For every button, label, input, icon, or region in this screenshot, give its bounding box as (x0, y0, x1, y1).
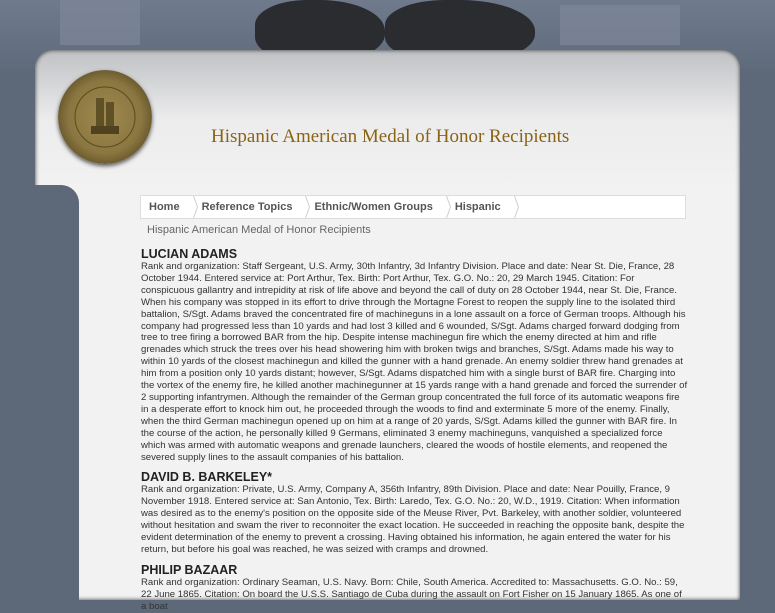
breadcrumb-ethnic-women-groups[interactable]: Ethnic/Women Groups (306, 196, 442, 218)
camo-patch (60, 0, 140, 45)
recipient-entry (141, 564, 689, 613)
breadcrumb-home[interactable]: Home (141, 196, 190, 218)
recipient-name: DAVID B. BARKELEY* (141, 470, 273, 485)
recipient-name: LUCIAN ADAMS (141, 247, 238, 261)
recipient-entry (141, 248, 689, 463)
recipient-citation: Rank and organization: Ordinary Seaman, U.S. Navy. Born: Chile, South America. Accredited to: Massachusetts. G.O. No.: 59, 22 June 1865. Citation: On board the U.S.S. Santiago de Cuba during the assault on Fort Fisher on 15 January 1865. As one of a boat (141, 576, 682, 612)
panel-notch (35, 185, 79, 600)
breadcrumb (140, 195, 686, 219)
recipient-list (141, 248, 689, 613)
recipient-name: PHILIP BAZAAR (141, 562, 238, 577)
recipient-entry (141, 471, 689, 555)
camo-patch (560, 5, 680, 45)
page-title: Hispanic American Medal of Honor Recipients (211, 126, 570, 147)
breadcrumb-reference-topics[interactable]: Reference Topics (194, 196, 303, 218)
center-of-military-history-seal-logo (58, 70, 152, 164)
breadcrumb-hispanic[interactable]: Hispanic (447, 196, 511, 218)
recipient-citation: Rank and organization: Private, U.S. Army, Company A, 356th Infantry, 89th Division. Place and date: Near Pouilly, France, 9 November 1918. Entered service at: San Antonio, Tex. Birth: Laredo, Tex. G.O. No.: 20, W.D., 1919. Citation: When information was desired as to the enemy's position on the opposite side of the Meuse River, Pvt. Barkeley, with another soldier, volunteered without hesitation and swam the river to reconnoiter the exact location. He succeeded in reaching the opposite bank, despite the evident determination of the enemy to prevent a crossing. Having obtained his information, he again entered the water for his return, but before his goal was reached, he was seized with cramps and drowned. (141, 484, 685, 555)
page-subtitle: Hispanic American Medal of Honor Recipients (147, 224, 371, 236)
recipient-citation: Rank and organization: Staff Sergeant, U.S. Army, 30th Infantry, 3d Infantry Division. Place and date: Near St. Die, France, 28 October 1944. Entered service at: Port Arthur, Tex. Birth: Port Arthur, Tex. G.O. No.: 20, 29 March 1945. Citation: For conspicuous gallantry and intrepidity at risk of life above and beyond the call of duty on 28 October 1944, near St. Die, France. When his company was stopped in its effort to drive through the Mortagne Forest to reopen the supply line to the isolated third battalion, S/Sgt. Adams braved the concentrated fire of machineguns in a lone assault on a force of German troops. Although his company had progressed less than 10 yards and had lost 3 killed and 6 wounded, S/Sgt. Adams charged forward dodging from tree to tree firing a borrowed BAR from the hip. Despite intense machinegun fire which the enemy directed at him and rifle grenades which struck the trees over his head showering him with broken twigs and branches, S/Sgt. Adams made his way to within 10 yards of the closest machinegun and killed the gunner with a hand grenade. An enemy soldier threw hand grenades at him from a position only 10 yards distant; however, S/Sgt. Adams dispatched him with a single burst of BAR fire. Charging into the vortex of the enemy fire, he killed another machinegunner at 15 yards range with a hand grenade and forced the surrender of 2 supporting infantrymen. Although the remainder of the German group concentrated the full force of its automatic weapons fire in a desperate effort to knock him out, he proceeded through the woods to find and exterminate 5 more of the enemy. Finally, when the third German machinegun opened up on him at a range of 20 yards, S/Sgt. Adams killed the gunner with BAR fire. In the course of the action, he personally killed 9 Germans, eliminated 3 enemy machineguns, vanquished a specialized force which was armed with automatic weapons and grenade launchers, cleared the woods of hostile elements, and reopened the severed supply lines to the assault companies of his battalion. (141, 261, 688, 463)
